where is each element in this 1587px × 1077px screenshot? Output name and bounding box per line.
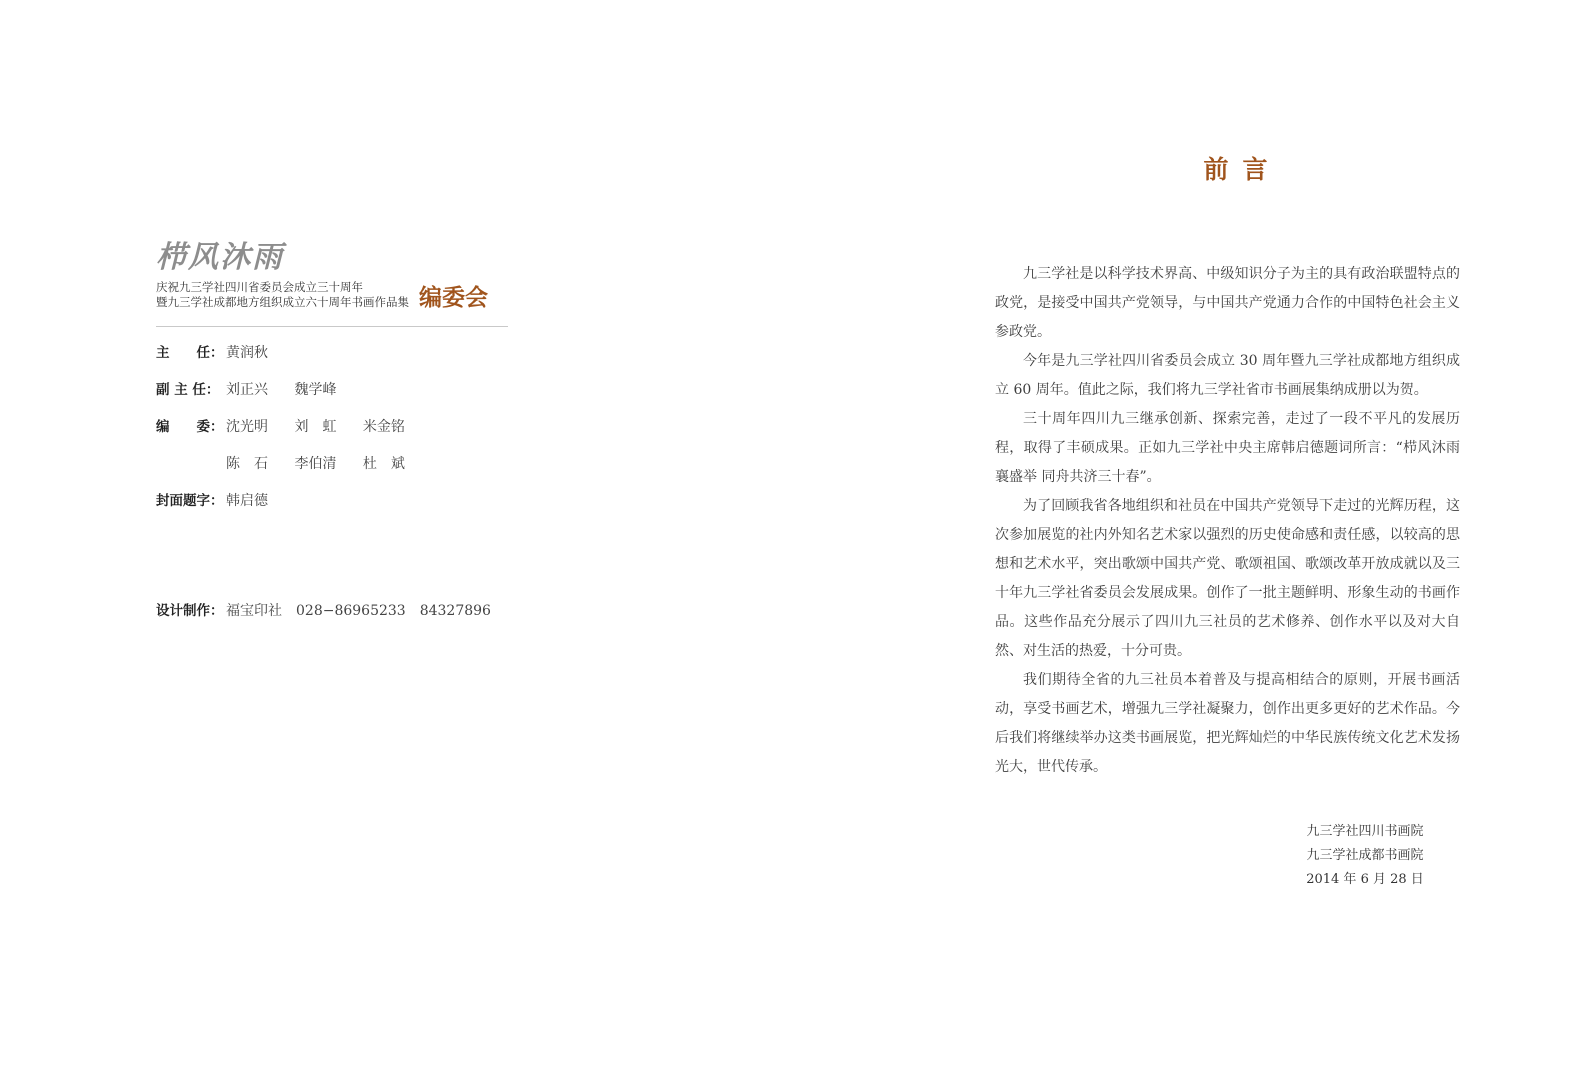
member-label: 主 任：	[156, 345, 224, 361]
preface-paragraph: 为了回顾我省各地组织和社员在中国共产党领导下走过的光辉历程，这次参加展览的社内外知名艺术家以强烈的历史使命感和责任感，以较高的思想和艺术水平，突出歌颂中国共产党、歌颂祖国、歌颂改革开放成就以及三十年九三学社省委员会发展成果。创作了一批主题鲜明、形象生动的书画作品。这些作品充分展示了四川九三社员的艺术修养、创作水平以及对大自然、对生活的热爱，十分可贵。	[995, 498, 1460, 659]
editorial-committee-page	[156, 238, 516, 619]
member-name: 沈光明	[226, 419, 268, 435]
member-name: 韩启德	[226, 493, 268, 509]
member-row-editors-continued	[156, 453, 516, 490]
member-names	[226, 490, 290, 512]
collection-subtitle	[156, 280, 426, 310]
member-row-editors	[156, 416, 516, 453]
member-name: 刘 虹	[294, 419, 337, 435]
member-names	[226, 453, 427, 475]
member-label: 封面题字：	[156, 493, 224, 509]
preface-paragraph: 三十周年四川九三继承创新、探索完善，走过了一段不平凡的发展历程，取得了丰硕成果。正如九三学社中央主席韩启德题词所言：“栉风沐雨襄盛举 同舟共济三十春”。	[995, 411, 1460, 485]
committee-member-list	[156, 342, 516, 527]
member-name: 魏学峰	[294, 382, 337, 398]
design-label: 设计制作：	[156, 603, 224, 619]
calligraphy-title: 栉风沐雨	[156, 240, 284, 275]
member-name: 杜 斌	[362, 456, 405, 472]
member-name: 米金铭	[362, 419, 405, 435]
preface-paragraph: 九三学社是以科学技术界高、中级知识分子为主的具有政治联盟特点的政党，是接受中国共产党领导，与中国共产党通力合作的中国特色社会主义参政党。	[995, 266, 1460, 340]
member-row-cover-inscription	[156, 490, 516, 527]
member-name: 陈 石	[226, 456, 268, 472]
committee-title: 编委会	[419, 284, 488, 311]
preface-paragraph: 我们期待全省的九三社员本着普及与提高相结合的原则，开展书画活动，享受书画艺术，增强九三学社凝聚力，创作出更多更好的艺术作品。今后我们将继续举办这类书画展览，把光辉灿烂的中华民族传统文化艺术发扬光大，世代传承。	[995, 672, 1460, 775]
member-name: 李伯清	[294, 456, 337, 472]
member-label: 副 主 任：	[156, 382, 220, 398]
committee-header	[156, 280, 516, 316]
signature-org-1: 九三学社四川书画院	[1306, 824, 1424, 839]
preface-body	[995, 260, 1460, 782]
member-names	[226, 416, 427, 438]
design-credit	[156, 600, 491, 622]
signature-org-2: 九三学社成都书画院	[1306, 848, 1424, 863]
design-value: 福宝印社 028−86965233 84327896	[226, 603, 491, 619]
signature-date: 2014 年 6 月 28 日	[1306, 872, 1424, 887]
preface-title: 前言	[1203, 155, 1282, 184]
member-row-deputy-director	[156, 379, 516, 416]
header-divider	[156, 326, 508, 327]
preface-page	[995, 150, 1460, 887]
preface-paragraph: 今年是九三学社四川省委员会成立 30 周年暨九三学社成都地方组织成立 60 周年。值此之际，我们将九三学社省市书画展集纳成册以为贺。	[995, 353, 1460, 398]
member-name: 黄润秋	[226, 345, 268, 361]
preface-signature	[1295, 820, 1435, 892]
subtitle-line-2: 暨九三学社成都地方组织成立六十周年书画作品集	[156, 295, 409, 309]
member-names	[226, 379, 358, 401]
member-names	[226, 342, 290, 364]
member-name: 刘正兴	[226, 382, 268, 398]
member-label: 编 委：	[156, 419, 224, 435]
member-row-director	[156, 342, 516, 379]
subtitle-line-1: 庆祝九三学社四川省委员会成立三十周年	[156, 280, 363, 294]
